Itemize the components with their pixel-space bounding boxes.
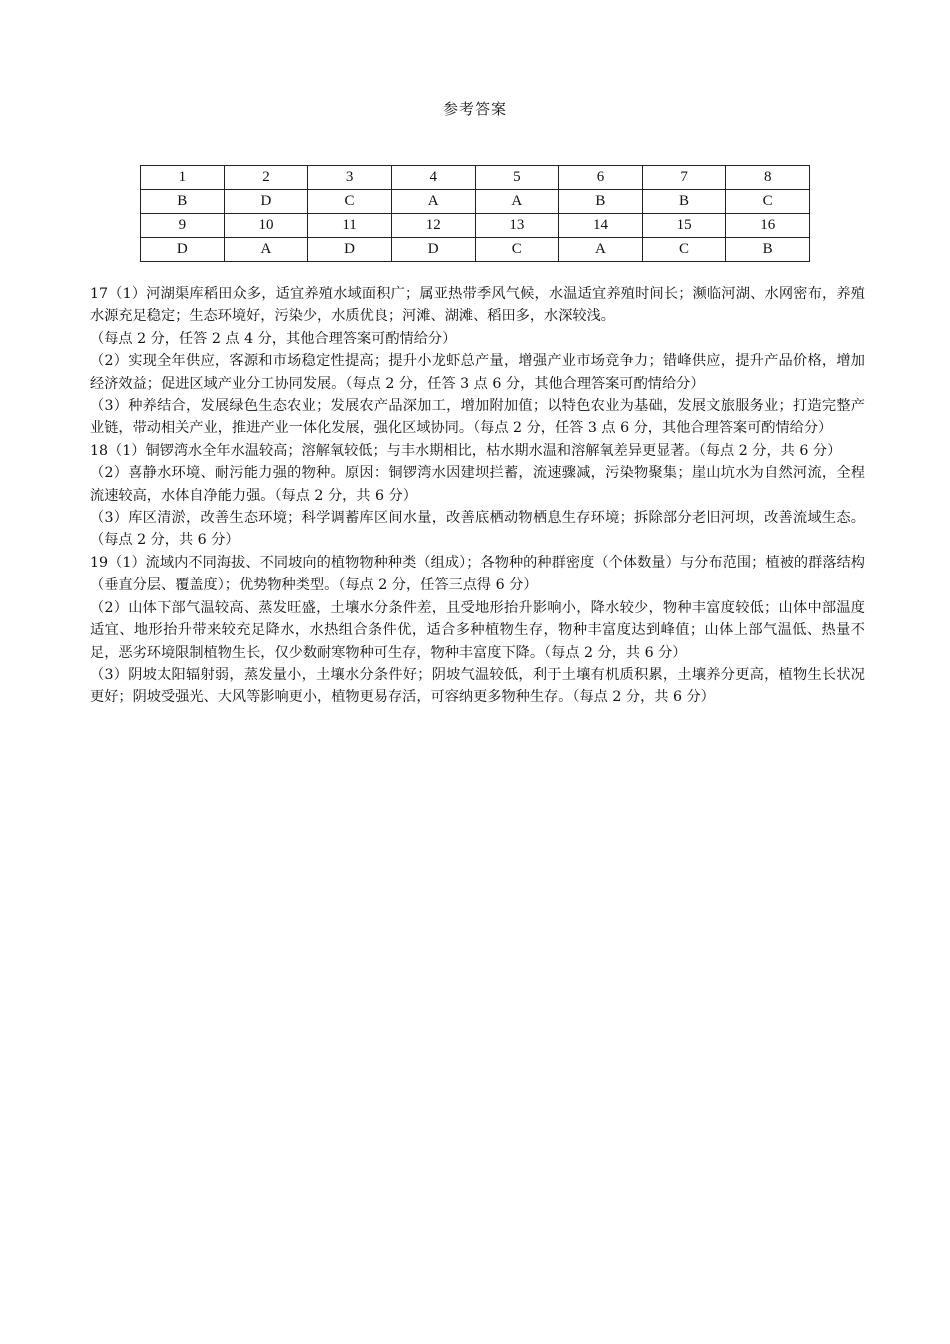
answer-cell: C (726, 190, 810, 214)
question-number-cell: 1 (141, 166, 225, 190)
question-number-cell: 4 (391, 166, 475, 190)
answer-cell: D (391, 238, 475, 262)
answer-cell: D (141, 238, 225, 262)
question-number-cell: 13 (475, 214, 559, 238)
question-number-cell: 2 (224, 166, 308, 190)
answer-cell: B (726, 238, 810, 262)
answer-19-part-1: 19（1）流域内不同海拔、不同坡向的植物物种种类（组成）；各物种的种群密度（个体数量）与分布范围；植被的群落结构（垂直分层、覆盖度）；优势物种类型。（每点 2 分，任答三点得 6 分） (90, 554, 865, 594)
question-number-cell: 9 (141, 214, 225, 238)
answer-17-part-2: （2）实现全年供应，客源和市场稳定性提高；提升小龙虾总产量，增强产业市场竞争力；错峰供应，提升产品价格，增加经济效益；促进区域产业分工协同发展。（每点 2 分，任答 3 点 6 分，其他合理答案可酌情给分） (90, 353, 865, 392)
question-number-cell: 10 (224, 214, 308, 238)
question-number-cell: 5 (475, 166, 559, 190)
question-number-cell: 12 (391, 214, 475, 238)
question-number-cell: 11 (308, 214, 392, 238)
answer-18-part-3: （3）库区清淤，改善生态环境；科学调蓄库区间水量，改善底栖动物栖息生存环境；拆除部分老旧河坝，改善流域生态。（每点 2 分，共 6 分） (90, 510, 865, 549)
question-number-cell: 14 (559, 214, 643, 238)
answer-cell: A (559, 238, 643, 262)
table-row (141, 190, 810, 214)
answer-cell: B (642, 190, 726, 214)
table-row (141, 166, 810, 190)
question-number-cell: 8 (726, 166, 810, 190)
answer-18-part-1: 18（1）铜锣湾水全年水温较高；溶解氧较低；与丰水期相比，枯水期水温和溶解氧差异更显著。（每点 2 分，共 6 分） (90, 442, 842, 459)
answer-cell: C (642, 238, 726, 262)
answer-cell: A (475, 190, 559, 214)
answer-cell: D (224, 190, 308, 214)
question-number-cell: 3 (308, 166, 392, 190)
document-title: 参考答案 (442, 100, 507, 118)
answer-17-part-1-scoring: （每点 2 分，任答 2 点 4 分，其他合理答案可酌情给分） (90, 330, 457, 347)
table-row (141, 214, 810, 238)
question-number-cell: 6 (559, 166, 643, 190)
answer-19-part-2: （2）山体下部气温较高、蒸发旺盛，土壤水分条件差，且受地形抬升影响小，降水较少，物种丰富度较低；山体中部温度适宜、地形抬升带来较充足降水，水热组合条件优，适合多种植物生存，物种丰富度达到峰值；山体上部气温低、热量不足，恶劣环境限制植物生长，仅少数耐寒物种可生存，物种丰富度下降。（每点 2 分，共 6 分） (90, 599, 865, 661)
answer-19-part-3: （3）阴坡太阳辐射弱，蒸发量小，土壤水分条件好；阴坡气温较低，利于土壤有机质积累，土壤养分更高，植物生长状况更好；阴坡受强光、大风等影响更小，植物更易存活，可容纳更多物种生存。（每点 2 分，共 6 分） (90, 666, 865, 706)
answer-cell: C (308, 190, 392, 214)
table-row (141, 238, 810, 262)
question-number-cell: 7 (642, 166, 726, 190)
question-number-cell: 16 (726, 214, 810, 238)
answer-17-part-1: 17（1）河湖渠库稻田众多，适宜养殖水域面积广；属亚热带季风气候，水温适宜养殖时间长；濒临河湖、水网密布，养殖水源充足稳定；生态环境好，污染少，水质优良；河滩、湖滩、稻田多，水深较浅。 (90, 286, 865, 325)
answer-explanations (90, 283, 865, 709)
answer-cell: B (141, 190, 225, 214)
answer-cell: D (308, 238, 392, 262)
answer-cell: A (391, 190, 475, 214)
question-number-cell: 15 (642, 214, 726, 238)
answer-cell: C (475, 238, 559, 262)
answer-key-table (140, 165, 810, 262)
answer-cell: B (559, 190, 643, 214)
answer-17-part-3: （3）种养结合，发展绿色生态农业；发展农产品深加工，增加附加值；以特色农业为基础，发展文旅服务业；打造完整产业链，带动相关产业，推进产业一体化发展，强化区域协同。（每点 2 分，任答 3 点 6 分，其他合理答案可酌情给分） (90, 398, 865, 437)
answer-cell: A (224, 238, 308, 262)
answer-18-part-2: （2）喜静水环境、耐污能力强的物种。原因：铜锣湾水因建坝拦蓄，流速骤减，污染物聚集；崖山坑水为自然河流，全程流速较高，水体自净能力强。（每点 2 分，共 6 分） (90, 465, 865, 504)
